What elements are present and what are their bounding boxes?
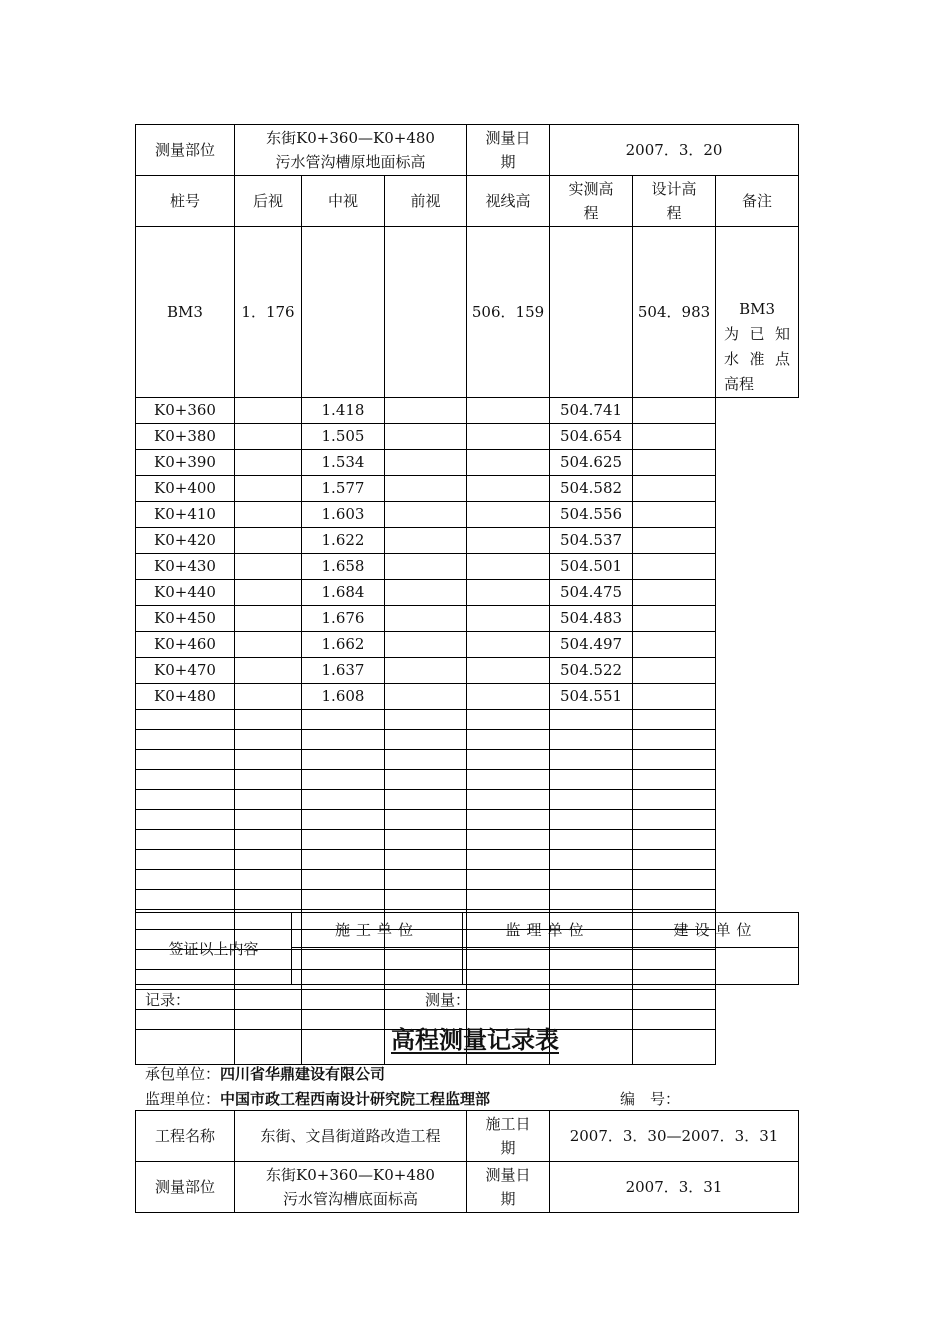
- empty-row: [136, 890, 799, 910]
- table-row: [136, 424, 799, 450]
- cell-fore: [385, 632, 467, 658]
- cell-station: K0+380: [136, 424, 235, 450]
- empty-cell: [550, 850, 633, 870]
- cell-mid: 1.418: [302, 398, 385, 424]
- cell-design: [633, 658, 716, 684]
- empty-cell: [302, 730, 385, 750]
- col-foresight: 前视: [385, 176, 467, 227]
- empty-cell: [467, 810, 550, 830]
- empty-cell: [467, 870, 550, 890]
- empty-cell: [633, 850, 716, 870]
- col-remark: 备注: [716, 176, 799, 227]
- remark-line: 为已知: [724, 325, 791, 343]
- empty-cell: [385, 890, 467, 910]
- col-sightline: 视线高: [467, 176, 550, 227]
- empty-cell: [467, 990, 550, 1010]
- cell-backsight: [235, 684, 302, 710]
- empty-cell: [550, 730, 633, 750]
- col-midsight: 中视: [302, 176, 385, 227]
- table-row: [136, 476, 799, 502]
- cell-measured: 504.501: [550, 554, 633, 580]
- empty-cell: [633, 730, 716, 750]
- sign-head-row: [136, 913, 799, 948]
- empty-cell: [633, 870, 716, 890]
- empty-cell: [550, 750, 633, 770]
- empty-cell: [385, 870, 467, 890]
- empty-cell: [302, 870, 385, 890]
- cell-fore: [385, 450, 467, 476]
- cell-sightline: [467, 476, 550, 502]
- cell-design: [633, 684, 716, 710]
- empty-cell: [550, 790, 633, 810]
- table-row: [136, 580, 799, 606]
- cell-fore: [385, 476, 467, 502]
- table-row: [136, 398, 799, 424]
- location-2-line1: 东街K0+360—K0+480: [266, 1166, 435, 1184]
- col-measured-line1: 实测高: [568, 180, 614, 198]
- construction-unit: 施工单位: [292, 913, 463, 948]
- date-value: 2007．3．20: [550, 125, 799, 176]
- empty-cell: [550, 830, 633, 850]
- location-line2: 污水管沟槽原地面标高: [275, 153, 426, 171]
- bm-row: [136, 227, 799, 398]
- cell-station: K0+450: [136, 606, 235, 632]
- location-value-2: [235, 1162, 467, 1213]
- cell-fore: [385, 424, 467, 450]
- cell-station: K0+440: [136, 580, 235, 606]
- cell-backsight: [235, 398, 302, 424]
- cell-backsight: [235, 502, 302, 528]
- cell-fore: [385, 684, 467, 710]
- empty-cell: [302, 830, 385, 850]
- remark-text: [724, 297, 790, 397]
- empty-cell: [302, 710, 385, 730]
- project-label: 工程名称: [136, 1111, 235, 1162]
- empty-cell: [467, 890, 550, 910]
- cell-mid: 1.676: [302, 606, 385, 632]
- cell-mid: 1.608: [302, 684, 385, 710]
- cell-design: [633, 580, 716, 606]
- cell-backsight: [235, 424, 302, 450]
- empty-cell: [467, 750, 550, 770]
- supervisor-label: 监理单位：: [145, 1090, 221, 1108]
- empty-cell: [302, 850, 385, 870]
- empty-cell: [136, 730, 235, 750]
- build-date-label-line1: 施工日: [485, 1115, 531, 1133]
- empty-cell: [385, 790, 467, 810]
- empty-cell: [302, 750, 385, 770]
- cell-station: K0+360: [136, 398, 235, 424]
- measure-date-value-2: 2007．3．31: [550, 1162, 799, 1213]
- empty-cell: [633, 790, 716, 810]
- measure-date-2-line2: 期: [500, 1190, 516, 1208]
- data-rows: [136, 398, 799, 710]
- project-value: 东街、文昌街道路改造工程: [235, 1111, 467, 1162]
- cell-sightline: [467, 606, 550, 632]
- cell-design: [633, 424, 716, 450]
- cell-fore: [385, 554, 467, 580]
- location-label: 测量部位: [136, 125, 235, 176]
- remark-line: BM3: [739, 300, 776, 318]
- cell-fore: [385, 606, 467, 632]
- cell-measured: 504.654: [550, 424, 633, 450]
- empty-cell: [302, 790, 385, 810]
- empty-cell: [302, 890, 385, 910]
- table-row: [136, 502, 799, 528]
- empty-cell: [136, 830, 235, 850]
- cell-station: K0+430: [136, 554, 235, 580]
- cell-sightline: [467, 528, 550, 554]
- empty-row: [136, 850, 799, 870]
- empty-row: [136, 710, 799, 730]
- cell-measured: 504.741: [550, 398, 633, 424]
- empty-cell: [235, 710, 302, 730]
- empty-cell: [550, 770, 633, 790]
- empty-cell: [633, 770, 716, 790]
- empty-row: [136, 870, 799, 890]
- cell-design: [633, 528, 716, 554]
- empty-cell: [302, 990, 385, 1010]
- cell-design: [633, 450, 716, 476]
- empty-cell: [385, 850, 467, 870]
- cell-station: K0+460: [136, 632, 235, 658]
- bm-mid: [302, 227, 385, 398]
- empty-cell: [633, 810, 716, 830]
- empty-cell: [467, 770, 550, 790]
- cell-backsight: [235, 632, 302, 658]
- cell-sightline: [467, 554, 550, 580]
- cell-design: [633, 502, 716, 528]
- empty-cell: [136, 750, 235, 770]
- cell-mid: 1.684: [302, 580, 385, 606]
- empty-row: [136, 770, 799, 790]
- cell-backsight: [235, 476, 302, 502]
- cell-measured: 504.625: [550, 450, 633, 476]
- cell-measured: 504.483: [550, 606, 633, 632]
- cell-mid: 1.505: [302, 424, 385, 450]
- remark-line: 高程: [724, 375, 755, 393]
- empty-cell: [550, 870, 633, 890]
- cell-design: [633, 554, 716, 580]
- empty-cell: [467, 710, 550, 730]
- table-row: [136, 528, 799, 554]
- empty-cell: [302, 810, 385, 830]
- empty-cell: [136, 770, 235, 790]
- cell-sightline: [467, 684, 550, 710]
- owner-sign: [633, 948, 799, 985]
- second-record-table: [135, 1110, 799, 1213]
- cell-mid: 1.577: [302, 476, 385, 502]
- empty-cell: [235, 890, 302, 910]
- supervisor-value: 中国市政工程西南设计研究院工程监理部: [220, 1090, 491, 1108]
- remark-line: 水准点: [724, 350, 791, 368]
- cell-backsight: [235, 658, 302, 684]
- cell-backsight: [235, 606, 302, 632]
- cell-sightline: [467, 450, 550, 476]
- cell-mid: 1.637: [302, 658, 385, 684]
- measure-label: 测量：: [425, 991, 471, 1009]
- bm-fore: [385, 227, 467, 398]
- empty-row: [136, 810, 799, 830]
- contractor-line: [145, 1063, 385, 1084]
- empty-row: [136, 730, 799, 750]
- empty-cell: [136, 810, 235, 830]
- location-row: [136, 125, 799, 176]
- empty-cell: [136, 710, 235, 730]
- supervision-unit: 监理单位: [463, 913, 633, 948]
- col-design: [633, 176, 716, 227]
- cell-station: K0+400: [136, 476, 235, 502]
- empty-cell: [385, 750, 467, 770]
- empty-cell: [235, 870, 302, 890]
- build-date-value: 2007．3．30—2007．3．31: [550, 1111, 799, 1162]
- sign-label: 签证以上内容: [136, 913, 292, 985]
- empty-cell: [550, 710, 633, 730]
- col-backsight: 后视: [235, 176, 302, 227]
- cell-mid: 1.658: [302, 554, 385, 580]
- empty-cell: [136, 890, 235, 910]
- empty-cell: [235, 790, 302, 810]
- cell-station: K0+420: [136, 528, 235, 554]
- date-label: [467, 125, 550, 176]
- cell-measured: 504.556: [550, 502, 633, 528]
- cell-sightline: [467, 502, 550, 528]
- table-row: [136, 658, 799, 684]
- owner-unit: 建设单位: [633, 913, 799, 948]
- bm-measured: [550, 227, 633, 398]
- column-header-row: [136, 176, 799, 227]
- cell-backsight: [235, 528, 302, 554]
- cell-measured: 504.537: [550, 528, 633, 554]
- cell-sightline: [467, 580, 550, 606]
- build-date-label: [467, 1111, 550, 1162]
- empty-cell: [550, 990, 633, 1010]
- contractor-label: 承包单位：: [145, 1065, 221, 1083]
- empty-cell: [633, 750, 716, 770]
- col-measured: [550, 176, 633, 227]
- empty-cell: [467, 730, 550, 750]
- col-measured-line2: 程: [583, 204, 599, 222]
- empty-rows: [136, 710, 799, 1065]
- sign-table: [135, 912, 799, 985]
- serial-label: 编 号：: [620, 1090, 681, 1108]
- cell-measured: 504.522: [550, 658, 633, 684]
- empty-cell: [385, 810, 467, 830]
- col-design-line1: 设计高: [651, 180, 697, 198]
- cell-design: [633, 476, 716, 502]
- cell-station: K0+480: [136, 684, 235, 710]
- cell-design: [633, 606, 716, 632]
- empty-cell: [235, 850, 302, 870]
- col-design-line2: 程: [666, 204, 682, 222]
- empty-cell: [467, 850, 550, 870]
- empty-cell: [467, 830, 550, 850]
- empty-cell: [136, 870, 235, 890]
- empty-cell: [136, 790, 235, 810]
- cell-mid: 1.534: [302, 450, 385, 476]
- empty-cell: [385, 830, 467, 850]
- cell-station: K0+470: [136, 658, 235, 684]
- table-row: [136, 450, 799, 476]
- empty-cell: [235, 770, 302, 790]
- cell-station: K0+390: [136, 450, 235, 476]
- cell-measured: 504.475: [550, 580, 633, 606]
- bm-design: 504．983: [633, 227, 716, 398]
- empty-cell: [633, 830, 716, 850]
- date-label-line1: 测量日: [485, 129, 531, 147]
- empty-cell: [385, 730, 467, 750]
- table-row: [136, 606, 799, 632]
- empty-cell: [550, 890, 633, 910]
- empty-cell: [633, 890, 716, 910]
- cell-design: [633, 632, 716, 658]
- empty-cell: [235, 990, 302, 1010]
- table-row: [136, 684, 799, 710]
- cell-fore: [385, 502, 467, 528]
- date-label-line2: 期: [500, 153, 516, 171]
- cell-sightline: [467, 398, 550, 424]
- cell-design: [633, 398, 716, 424]
- contractor-value: 四川省华鼎建设有限公司: [220, 1065, 386, 1083]
- empty-cell: [235, 730, 302, 750]
- cell-mid: 1.662: [302, 632, 385, 658]
- project-row: [136, 1111, 799, 1162]
- construction-sign: [292, 948, 463, 985]
- col-station: 桩号: [136, 176, 235, 227]
- empty-cell: [550, 810, 633, 830]
- empty-cell: [136, 850, 235, 870]
- empty-cell: [633, 710, 716, 730]
- cell-mid: 1.622: [302, 528, 385, 554]
- empty-cell: [385, 710, 467, 730]
- table-row: [136, 554, 799, 580]
- table-row: [136, 632, 799, 658]
- cell-backsight: [235, 554, 302, 580]
- bm-backsight: 1．176: [235, 227, 302, 398]
- cell-sightline: [467, 632, 550, 658]
- empty-row: [136, 830, 799, 850]
- empty-cell: [302, 770, 385, 790]
- empty-cell: [235, 810, 302, 830]
- empty-cell: [235, 750, 302, 770]
- cell-fore: [385, 528, 467, 554]
- location-2-line2: 污水管沟槽底面标高: [282, 1190, 418, 1208]
- supervision-sign: [463, 948, 633, 985]
- page-title: [0, 1020, 950, 1055]
- cell-measured: 504.551: [550, 684, 633, 710]
- empty-row: [136, 790, 799, 810]
- cell-backsight: [235, 580, 302, 606]
- cell-fore: [385, 580, 467, 606]
- cell-station: K0+410: [136, 502, 235, 528]
- empty-cell: [467, 790, 550, 810]
- location-row-2: [136, 1162, 799, 1213]
- cell-measured: 504.497: [550, 632, 633, 658]
- bm-sightline: 506．159: [467, 227, 550, 398]
- cell-sightline: [467, 658, 550, 684]
- cell-measured: 504.582: [550, 476, 633, 502]
- record-label: 记录：: [145, 991, 191, 1009]
- remark-cell: [716, 227, 799, 398]
- measure-date-label-2: [467, 1162, 550, 1213]
- page-title-text: 高程测量记录表: [391, 1026, 559, 1054]
- supervisor-line: [145, 1088, 490, 1109]
- measure-date-2-line1: 测量日: [485, 1166, 531, 1184]
- empty-row: [136, 750, 799, 770]
- location-line1: 东街K0+360—K0+480: [266, 129, 435, 147]
- cell-fore: [385, 398, 467, 424]
- empty-cell: [633, 990, 716, 1010]
- bm-station: BM3: [136, 227, 235, 398]
- location-label-2: 测量部位: [136, 1162, 235, 1213]
- cell-fore: [385, 658, 467, 684]
- cell-mid: 1.603: [302, 502, 385, 528]
- cell-backsight: [235, 450, 302, 476]
- empty-cell: [235, 830, 302, 850]
- location-value: [235, 125, 467, 176]
- cell-sightline: [467, 424, 550, 450]
- empty-cell: [385, 770, 467, 790]
- build-date-label-line2: 期: [500, 1139, 516, 1157]
